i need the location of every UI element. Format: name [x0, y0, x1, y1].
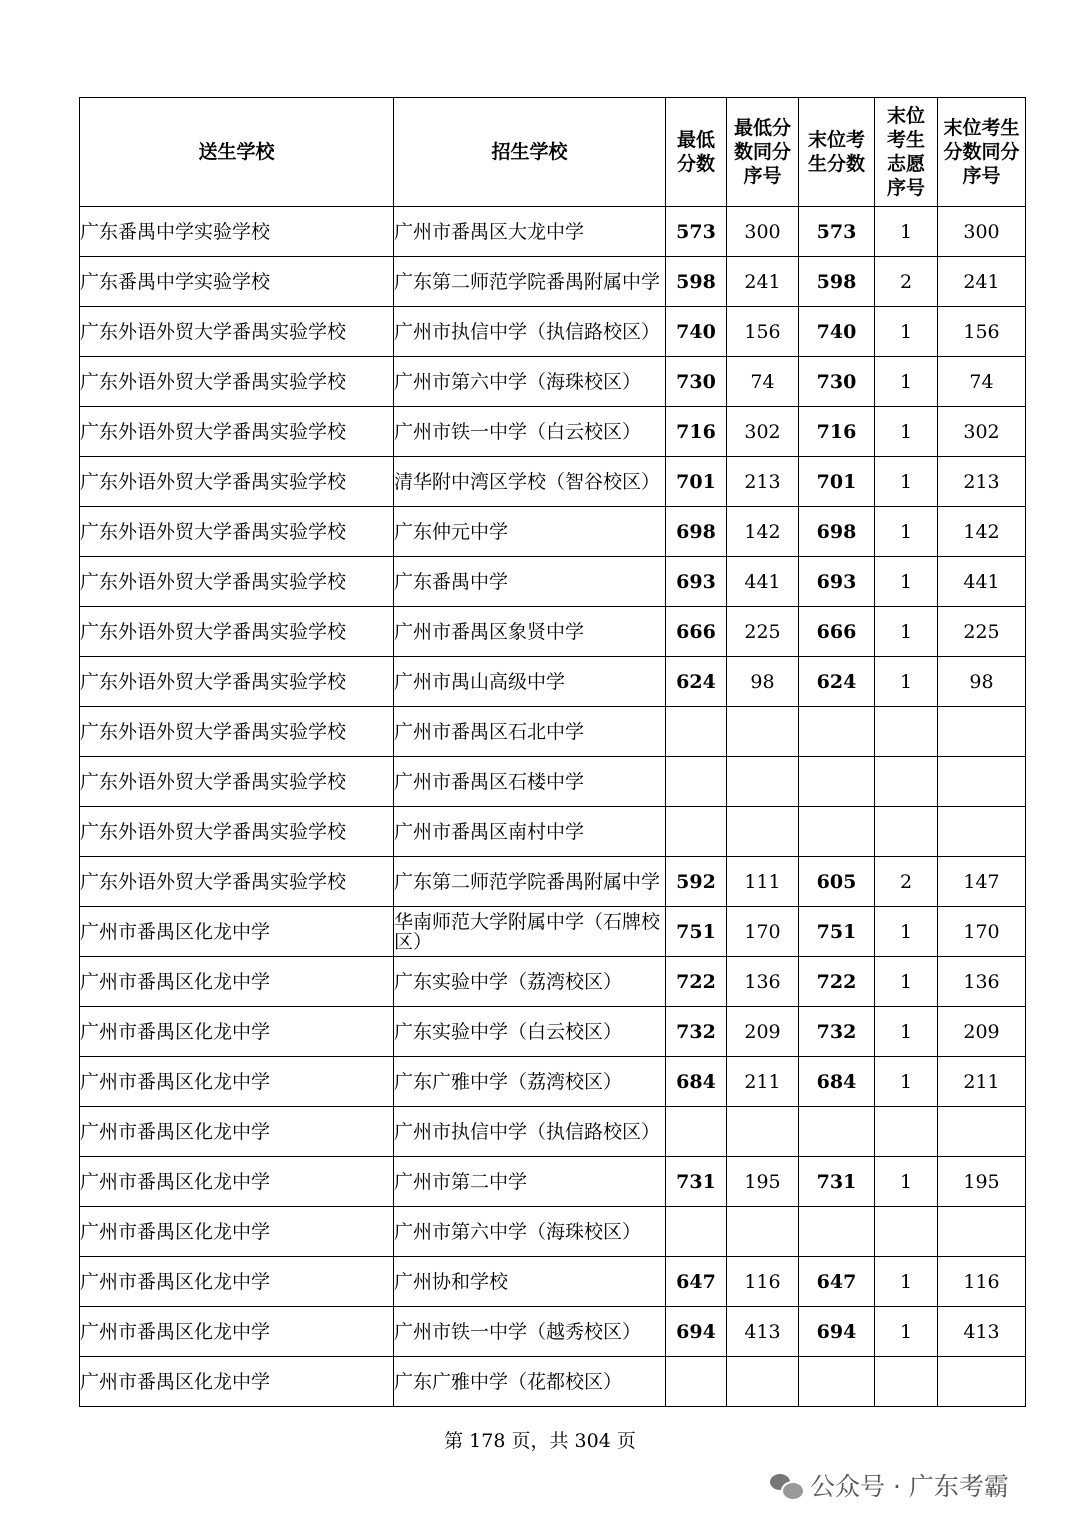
- cell-sending-school: 广东番禺中学实验学校: [80, 207, 394, 257]
- cell-last-score: 722: [799, 957, 875, 1007]
- cell-min-score: 693: [666, 557, 727, 607]
- cell-last-score-rank: 209: [938, 1007, 1026, 1057]
- cell-last-score: [799, 757, 875, 807]
- table-row: [80, 1007, 1026, 1057]
- cell-last-choice-no: 1: [875, 1007, 938, 1057]
- table-header-row: [80, 98, 1026, 207]
- cell-min-score-rank: [727, 757, 799, 807]
- cell-last-score-rank: 156: [938, 307, 1026, 357]
- cell-min-score-rank: [727, 1357, 799, 1407]
- table-row: [80, 807, 1026, 857]
- cell-sending-school: 广州市番禺区化龙中学: [80, 957, 394, 1007]
- cell-min-score: 666: [666, 607, 727, 657]
- cell-last-choice-no: [875, 707, 938, 757]
- cell-last-choice-no: 1: [875, 607, 938, 657]
- cell-last-choice-no: 2: [875, 857, 938, 907]
- cell-last-choice-no: 1: [875, 357, 938, 407]
- cell-admitting-school: 广州市第六中学（海珠校区）: [394, 357, 666, 407]
- cell-min-score-rank: 209: [727, 1007, 799, 1057]
- cell-last-choice-no: 1: [875, 657, 938, 707]
- cell-last-score: 647: [799, 1257, 875, 1307]
- table-row: [80, 257, 1026, 307]
- cell-admitting-school: 广东广雅中学（花都校区）: [394, 1357, 666, 1407]
- cell-last-score: 573: [799, 207, 875, 257]
- cell-min-score: 731: [666, 1157, 727, 1207]
- cell-last-choice-no: 1: [875, 957, 938, 1007]
- admission-score-table: [79, 97, 1026, 1407]
- table-row: [80, 657, 1026, 707]
- table-row: [80, 507, 1026, 557]
- cell-last-score: [799, 707, 875, 757]
- table-row: [80, 407, 1026, 457]
- cell-admitting-school: 广东番禺中学: [394, 557, 666, 607]
- table-row: [80, 207, 1026, 257]
- cell-last-score-rank: [938, 1107, 1026, 1157]
- cell-last-score: 730: [799, 357, 875, 407]
- cell-min-score: 740: [666, 307, 727, 357]
- table-row: [80, 957, 1026, 1007]
- cell-last-score: 698: [799, 507, 875, 557]
- cell-min-score: 730: [666, 357, 727, 407]
- cell-sending-school: 广州市番禺区化龙中学: [80, 1207, 394, 1257]
- cell-admitting-school: 广州市番禺区石北中学: [394, 707, 666, 757]
- cell-min-score-rank: 302: [727, 407, 799, 457]
- header-last-score: 末位考 生分数: [799, 98, 875, 207]
- cell-last-score-rank: 413: [938, 1307, 1026, 1357]
- cell-sending-school: 广东番禺中学实验学校: [80, 257, 394, 307]
- watermark: [770, 1467, 1009, 1503]
- table-row: [80, 1157, 1026, 1207]
- cell-last-score-rank: 147: [938, 857, 1026, 907]
- cell-min-score-rank: 213: [727, 457, 799, 507]
- cell-last-score-rank: 142: [938, 507, 1026, 557]
- cell-min-score-rank: 74: [727, 357, 799, 407]
- cell-sending-school: 广东外语外贸大学番禺实验学校: [80, 507, 394, 557]
- cell-last-score: 605: [799, 857, 875, 907]
- cell-last-score-rank: 302: [938, 407, 1026, 457]
- cell-admitting-school: 广州协和学校: [394, 1257, 666, 1307]
- cell-admitting-school: 广州市执信中学（执信路校区）: [394, 307, 666, 357]
- table-row: [80, 1057, 1026, 1107]
- cell-admitting-school: 广东第二师范学院番禺附属中学: [394, 857, 666, 907]
- cell-min-score: 598: [666, 257, 727, 307]
- header-last-score-rank: 末位考生 分数同分 序号: [938, 98, 1026, 207]
- cell-min-score-rank: [727, 807, 799, 857]
- table-row: [80, 307, 1026, 357]
- table-row: [80, 1207, 1026, 1257]
- cell-last-choice-no: 1: [875, 1057, 938, 1107]
- cell-last-score-rank: 98: [938, 657, 1026, 707]
- cell-min-score-rank: 142: [727, 507, 799, 557]
- cell-last-choice-no: [875, 807, 938, 857]
- cell-last-score-rank: 74: [938, 357, 1026, 407]
- cell-min-score: 647: [666, 1257, 727, 1307]
- cell-last-score-rank: 300: [938, 207, 1026, 257]
- cell-min-score: [666, 807, 727, 857]
- cell-admitting-school: 广东实验中学（荔湾校区）: [394, 957, 666, 1007]
- cell-last-score: 684: [799, 1057, 875, 1107]
- cell-admitting-school: 广州市番禺区南村中学: [394, 807, 666, 857]
- cell-sending-school: 广东外语外贸大学番禺实验学校: [80, 607, 394, 657]
- cell-min-score: 722: [666, 957, 727, 1007]
- table-row: [80, 357, 1026, 407]
- cell-admitting-school: 广东实验中学（白云校区）: [394, 1007, 666, 1057]
- table-row: [80, 707, 1026, 757]
- cell-admitting-school: 广州市第二中学: [394, 1157, 666, 1207]
- cell-min-score: 684: [666, 1057, 727, 1107]
- cell-min-score-rank: 225: [727, 607, 799, 657]
- cell-min-score: 698: [666, 507, 727, 557]
- cell-last-score: 740: [799, 307, 875, 357]
- cell-min-score-rank: 413: [727, 1307, 799, 1357]
- cell-min-score: [666, 1357, 727, 1407]
- cell-last-score-rank: 241: [938, 257, 1026, 307]
- cell-sending-school: 广州市番禺区化龙中学: [80, 1257, 394, 1307]
- cell-last-score-rank: [938, 707, 1026, 757]
- cell-last-choice-no: [875, 1357, 938, 1407]
- table-row: [80, 1307, 1026, 1357]
- cell-last-score-rank: 441: [938, 557, 1026, 607]
- table-row: [80, 557, 1026, 607]
- cell-admitting-school: 广州市第六中学（海珠校区）: [394, 1207, 666, 1257]
- cell-sending-school: 广东外语外贸大学番禺实验学校: [80, 657, 394, 707]
- cell-last-choice-no: 1: [875, 307, 938, 357]
- cell-admitting-school: 华南师范大学附属中学（石牌校区）: [394, 907, 666, 957]
- cell-last-choice-no: 1: [875, 1257, 938, 1307]
- cell-last-score: 731: [799, 1157, 875, 1207]
- cell-sending-school: 广东外语外贸大学番禺实验学校: [80, 757, 394, 807]
- table-row: [80, 607, 1026, 657]
- cell-sending-school: 广东外语外贸大学番禺实验学校: [80, 857, 394, 907]
- cell-last-score: 598: [799, 257, 875, 307]
- cell-min-score: 592: [666, 857, 727, 907]
- cell-sending-school: 广东外语外贸大学番禺实验学校: [80, 357, 394, 407]
- cell-last-choice-no: [875, 757, 938, 807]
- cell-last-choice-no: 1: [875, 507, 938, 557]
- cell-last-score-rank: 195: [938, 1157, 1026, 1207]
- cell-last-score-rank: 225: [938, 607, 1026, 657]
- table-row: [80, 757, 1026, 807]
- cell-last-score-rank: 213: [938, 457, 1026, 507]
- cell-last-choice-no: 1: [875, 907, 938, 957]
- cell-sending-school: 广州市番禺区化龙中学: [80, 1357, 394, 1407]
- cell-last-score-rank: [938, 807, 1026, 857]
- cell-sending-school: 广州市番禺区化龙中学: [80, 907, 394, 957]
- cell-min-score-rank: 195: [727, 1157, 799, 1207]
- cell-sending-school: 广东外语外贸大学番禺实验学校: [80, 557, 394, 607]
- cell-min-score-rank: [727, 1207, 799, 1257]
- cell-last-score-rank: [938, 1207, 1026, 1257]
- cell-admitting-school: 广东广雅中学（荔湾校区）: [394, 1057, 666, 1107]
- cell-admitting-school: 广州市铁一中学（越秀校区）: [394, 1307, 666, 1357]
- cell-last-score: 694: [799, 1307, 875, 1357]
- table-row: [80, 1257, 1026, 1307]
- cell-last-score-rank: [938, 1357, 1026, 1407]
- cell-last-score-rank: [938, 757, 1026, 807]
- cell-last-score: 716: [799, 407, 875, 457]
- cell-last-score: 701: [799, 457, 875, 507]
- cell-admitting-school: 清华附中湾区学校（智谷校区）: [394, 457, 666, 507]
- cell-last-choice-no: 1: [875, 557, 938, 607]
- cell-admitting-school: 广州市执信中学（执信路校区）: [394, 1107, 666, 1157]
- cell-last-choice-no: [875, 1207, 938, 1257]
- cell-last-score: 732: [799, 1007, 875, 1057]
- cell-last-choice-no: 1: [875, 1157, 938, 1207]
- cell-admitting-school: 广东仲元中学: [394, 507, 666, 557]
- cell-last-choice-no: 2: [875, 257, 938, 307]
- cell-min-score-rank: 98: [727, 657, 799, 707]
- cell-admitting-school: 广州市番禺区象贤中学: [394, 607, 666, 657]
- cell-last-score: 693: [799, 557, 875, 607]
- cell-min-score-rank: 241: [727, 257, 799, 307]
- cell-last-score-rank: 136: [938, 957, 1026, 1007]
- header-min-score: 最低 分数: [666, 98, 727, 207]
- cell-min-score-rank: 300: [727, 207, 799, 257]
- table-row: [80, 1357, 1026, 1407]
- cell-min-score: 751: [666, 907, 727, 957]
- watermark-text: 公众号 · 广东考霸: [810, 1472, 1009, 1501]
- cell-last-score: 666: [799, 607, 875, 657]
- cell-min-score-rank: 136: [727, 957, 799, 1007]
- cell-min-score: 573: [666, 207, 727, 257]
- cell-min-score: 716: [666, 407, 727, 457]
- cell-admitting-school: 广州市番禺区石楼中学: [394, 757, 666, 807]
- cell-last-choice-no: 1: [875, 1307, 938, 1357]
- cell-sending-school: 广东外语外贸大学番禺实验学校: [80, 407, 394, 457]
- cell-min-score: 694: [666, 1307, 727, 1357]
- cell-admitting-school: 广州市番禺区大龙中学: [394, 207, 666, 257]
- cell-last-score: [799, 1107, 875, 1157]
- cell-sending-school: 广州市番禺区化龙中学: [80, 1057, 394, 1107]
- cell-last-score-rank: 211: [938, 1057, 1026, 1107]
- cell-min-score-rank: [727, 1107, 799, 1157]
- cell-last-choice-no: 1: [875, 457, 938, 507]
- cell-sending-school: 广东外语外贸大学番禺实验学校: [80, 457, 394, 507]
- header-min-score-rank: 最低分 数同分 序号: [727, 98, 799, 207]
- cell-min-score: [666, 1207, 727, 1257]
- page-footer: 第 178 页，共 304 页: [444, 1430, 636, 1452]
- cell-last-score-rank: 170: [938, 907, 1026, 957]
- cell-min-score-rank: 441: [727, 557, 799, 607]
- cell-last-score: 624: [799, 657, 875, 707]
- cell-admitting-school: 广东第二师范学院番禺附属中学: [394, 257, 666, 307]
- cell-min-score-rank: 211: [727, 1057, 799, 1107]
- cell-min-score-rank: [727, 707, 799, 757]
- cell-sending-school: 广东外语外贸大学番禺实验学校: [80, 807, 394, 857]
- cell-last-choice-no: [875, 1107, 938, 1157]
- cell-admitting-school: 广州市铁一中学（白云校区）: [394, 407, 666, 457]
- header-admitting-school: 招生学校: [394, 98, 666, 207]
- cell-last-choice-no: 1: [875, 407, 938, 457]
- table-row: [80, 857, 1026, 907]
- cell-min-score: 701: [666, 457, 727, 507]
- header-last-choice-no: 末位 考生 志愿 序号: [875, 98, 938, 207]
- cell-min-score: [666, 707, 727, 757]
- header-sending-school: 送生学校: [80, 98, 394, 207]
- cell-last-score: [799, 807, 875, 857]
- cell-sending-school: 广州市番禺区化龙中学: [80, 1007, 394, 1057]
- cell-min-score-rank: 111: [727, 857, 799, 907]
- table-row: [80, 1107, 1026, 1157]
- cell-sending-school: 广州市番禺区化龙中学: [80, 1307, 394, 1357]
- cell-last-score: 751: [799, 907, 875, 957]
- wechat-icon: [770, 1472, 802, 1498]
- cell-min-score-rank: 156: [727, 307, 799, 357]
- cell-sending-school: 广东外语外贸大学番禺实验学校: [80, 307, 394, 357]
- cell-sending-school: 广州市番禺区化龙中学: [80, 1107, 394, 1157]
- table-row: [80, 457, 1026, 507]
- cell-min-score-rank: 116: [727, 1257, 799, 1307]
- cell-min-score: 732: [666, 1007, 727, 1057]
- cell-min-score-rank: 170: [727, 907, 799, 957]
- cell-min-score: [666, 757, 727, 807]
- cell-min-score: 624: [666, 657, 727, 707]
- cell-admitting-school: 广州市禺山高级中学: [394, 657, 666, 707]
- cell-sending-school: 广州市番禺区化龙中学: [80, 1157, 394, 1207]
- table-body: [80, 207, 1026, 1407]
- cell-last-choice-no: 1: [875, 207, 938, 257]
- table-row: [80, 907, 1026, 957]
- cell-last-score: [799, 1357, 875, 1407]
- cell-last-score-rank: 116: [938, 1257, 1026, 1307]
- cell-min-score: [666, 1107, 727, 1157]
- cell-sending-school: 广东外语外贸大学番禺实验学校: [80, 707, 394, 757]
- cell-last-score: [799, 1207, 875, 1257]
